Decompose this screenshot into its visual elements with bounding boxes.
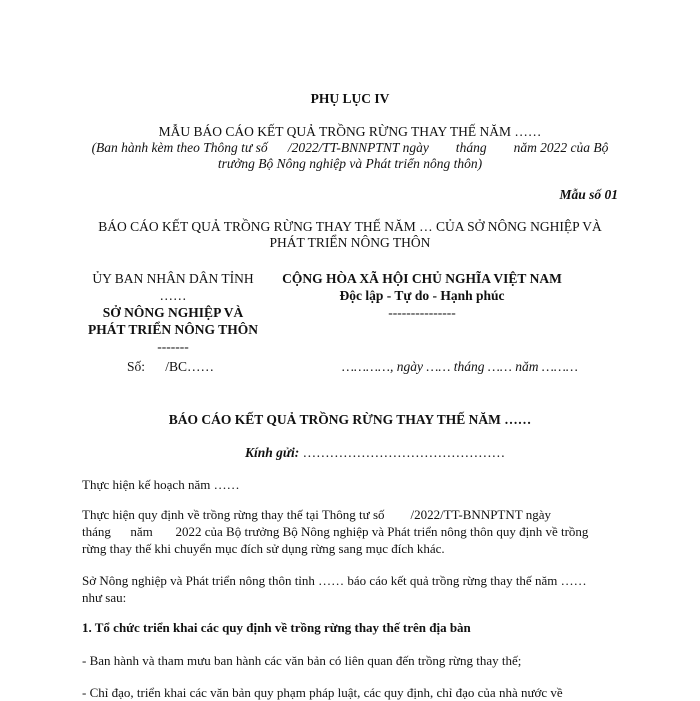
- bullet-item-2: - Chỉ đạo, triển khai các văn bản quy phạm pháp luật, các quy định, chỉ đạo của nhà nước về: [82, 685, 563, 700]
- committee-name: ỦY BAN NHÂN DÂN TỈNH: [92, 271, 254, 286]
- left-separator: -------: [157, 339, 189, 354]
- recipient-dots: ………………………………………: [299, 445, 506, 460]
- paragraph-department-line2: như sau:: [82, 590, 127, 605]
- report-heading-line1: BÁO CÁO KẾT QUẢ TRỒNG RỪNG THAY THẾ NĂM … CỦA SỞ NÔNG NGHIỆP VÀ: [98, 219, 602, 234]
- paragraph-regulation-line3: rừng thay thế khi chuyển mục đích sử dụng rừng sang mục đích khác.: [82, 541, 445, 556]
- issued-note-line2: trưởng Bộ Nông nghiệp và Phát triển nông thôn): [217, 156, 483, 171]
- country-name: CỘNG HÒA XÃ HỘI CHỦ NGHĨA VIỆT NAM: [282, 271, 562, 286]
- department-line2: PHÁT TRIỂN NÔNG THÔN: [88, 322, 258, 337]
- issued-note-line1: (Ban hành kèm theo Thông tư số /2022/TT-BNNPTNT ngày tháng năm 2022 của Bộ: [91, 140, 609, 155]
- form-title: MẪU BÁO CÁO KẾT QUẢ TRỒNG RỪNG THAY THẾ NĂM ……: [158, 124, 542, 139]
- paragraph-regulation-line1: Thực hiện quy định về trồng rừng thay thế tại Thông tư số /2022/TT-BNNPTNT ngày: [82, 507, 551, 522]
- section-1-heading: 1. Tổ chức triển khai các quy định về trồng rừng thay thế trên địa bàn: [82, 620, 471, 635]
- document-number: Số: /BC……: [127, 359, 215, 374]
- left-header: [82, 270, 264, 355]
- recipient-line: [245, 444, 505, 461]
- appendix-label: PHỤ LỤC IV: [310, 91, 390, 106]
- paragraph-regulation: [82, 506, 622, 557]
- right-header: [282, 270, 562, 321]
- form-number: Mẫu số 01: [559, 187, 618, 202]
- department-line1: SỞ NÔNG NGHIỆP VÀ: [102, 305, 244, 320]
- recipient-label: Kính gửi:: [245, 445, 300, 460]
- bullet-item-1: - Ban hành và tham mưu ban hành các văn bản có liên quan đến trồng rừng thay thế;: [82, 653, 522, 668]
- paragraph-department-line1: Sở Nông nghiệp và Phát triển nông thôn tỉnh …… báo cáo kết quả trồng rừng thay thế năm ……: [82, 573, 587, 588]
- committee-dots: ……: [159, 288, 187, 303]
- paragraph-regulation-line2: tháng năm 2022 của Bộ trưởng Bộ Nông nghiệp và Phát triển nông thôn quy định về trồng: [82, 524, 589, 539]
- document-date: …………, ngày …… tháng …… năm ………: [342, 359, 578, 374]
- report-title: BÁO CÁO KẾT QUẢ TRỒNG RỪNG THAY THẾ NĂM ……: [168, 412, 532, 427]
- right-separator: ---------------: [388, 305, 456, 320]
- national-motto: Độc lập - Tự do - Hạnh phúc: [339, 288, 505, 303]
- paragraph-department: [82, 572, 622, 606]
- paragraph-plan: Thực hiện kế hoạch năm ……: [82, 477, 240, 492]
- report-heading-line2: PHÁT TRIỂN NÔNG THÔN: [269, 235, 431, 250]
